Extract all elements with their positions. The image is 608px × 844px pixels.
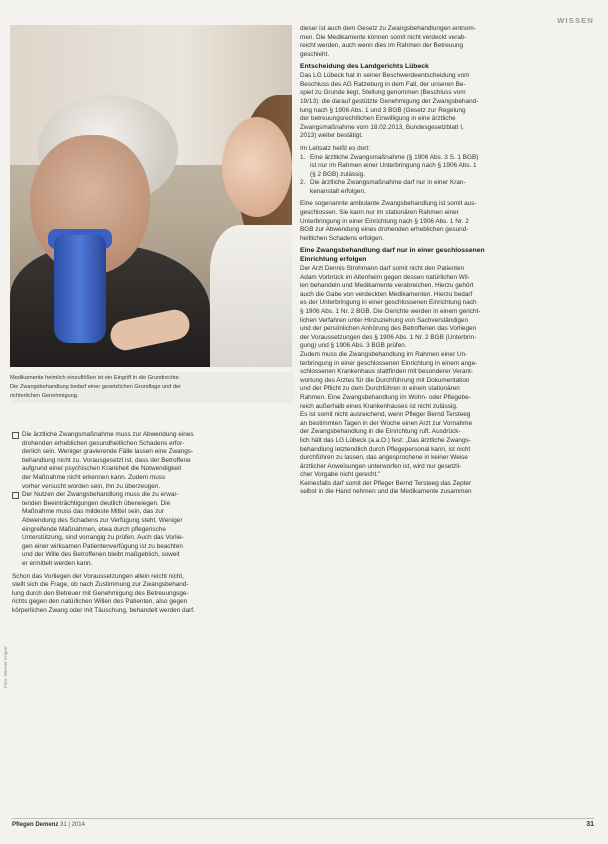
blue-drinking-cup	[54, 235, 106, 343]
caption-line: Medikamente heimlich einzuflößen ist ein Eingriff in die Grundrechte.	[10, 375, 181, 381]
photo-caption	[10, 372, 294, 403]
footer-rule	[12, 818, 594, 819]
text-line: eingreifende Maßnahmen, etwa durch pflegerische	[22, 525, 166, 533]
text-line: reicht werden, auch wenn dies im Rahmen der Betreuung	[300, 42, 464, 50]
text-line: lich hält das LG Lübeck (a.a.O.) fest: „Das ärztliche Zwangs-	[300, 436, 471, 444]
text-line: Zudem muss die Zwangsbehandlung im Rahmen einer Un-	[300, 350, 468, 358]
text-line: auch die Gabe von verdeckten Medikamenten. Hierzu bedarf	[300, 290, 473, 298]
text-line: der Maßnahme nicht erkennen kann. Zudem muss	[22, 473, 166, 481]
text-line: len behandeln und Medikamente verabreichen. Hierzu gehört	[300, 282, 474, 290]
text-line: behandlung nicht zu. Vorausgesetzt ist, dass der Betroffene	[22, 456, 191, 464]
text-line: selbst in die Hand nehmen und die Medikamente zusammen	[300, 488, 472, 496]
text-line: Unterstützung, sind vorrangig zu prüfen. Auch das Vorlie-	[22, 534, 184, 542]
text-line: ist nur im Rahmen einer Unterbringung nach § 1906 Abs. 1	[310, 162, 477, 170]
text-line: kenanstalt erfolgen.	[310, 187, 366, 195]
text-line: lung nach § 1906 Abs. 1 und 3 BGB (Gesetz zur Regelung	[300, 106, 466, 114]
section-heading: Eine Zwangsbehandlung darf nur in einer geschlossenen	[300, 247, 485, 255]
text-line: tenden Beeinträchtigungen deutlich überwiegen. Die	[22, 499, 171, 507]
text-line: Beschluss des AG Ratzeburg in dem Fall, der unseren Be-	[300, 80, 466, 88]
text-line: geschlossen. Sie kann nur im stationären Rahmen einer	[300, 209, 459, 217]
list-item	[300, 179, 590, 196]
text-line: richts gegen den natürlichen Willen des Patienten, also gegen	[12, 598, 188, 606]
text-line: dieser ist auch dem Gesetz zu Zwangsbehandlungen entnom-	[300, 25, 476, 32]
text-line: Das LG Lübeck hat in seiner Beschwerdeentscheidung vom	[300, 72, 470, 80]
text-line: Es ist somit nicht ausreichend, wenn Pfleger Bernd Tersteeg	[300, 411, 471, 419]
text-line: es der Unterbringung in einer geschlossenen Einrichtung nach	[300, 299, 477, 307]
right-column	[300, 25, 590, 497]
paragraph	[300, 265, 590, 351]
nurse-face	[222, 117, 292, 217]
text-line: Adam Vorbrück im Altenheim gegen dessen natürlichen Wil-	[300, 273, 470, 281]
text-line: Abwendung des Schadens zur Verfügung steht. Weniger	[22, 516, 183, 524]
text-line: Zwangsmaßnahme vom 18.02.2013, Bundesgesetzblatt I,	[300, 123, 464, 131]
text-line: lichen Verfahren unter Hinzuziehung von Sachverständigen	[300, 316, 469, 324]
checkbox-icon	[12, 492, 19, 499]
text-line: durchführen zu lassen, das angesprochene in keiner Weise	[300, 454, 468, 462]
list-item	[300, 154, 590, 180]
left-column	[12, 431, 294, 615]
checkbox-icon	[12, 432, 19, 439]
issue-number: 31 | 2014	[60, 822, 85, 828]
text-line: der Zwangsbehandlung in die Einrichtung ruft. Ausdrück-	[300, 428, 461, 436]
text-line: derlich sein. Weniger gravierende Fälle lassen eine Zwangs-	[22, 448, 194, 456]
text-line: und der persönlichen Anhörung des Betroffenen das Vorliegen	[300, 325, 477, 333]
text-line: Eine sogenannte ambulante Zwangsbehandlung ist somit aus-	[300, 200, 477, 208]
text-line: § 1906 Abs. 1 Nr. 2 BGB. Die Gerichte werden in einem gericht-	[300, 308, 481, 316]
paragraph	[300, 411, 590, 480]
text-line: und der Wille des Betroffenen bleibt maßgeblich, soweit	[22, 551, 180, 559]
text-line: vorher versucht worden sein, ihn zu überzeugen.	[22, 482, 161, 490]
paragraph	[300, 480, 590, 497]
text-line: 19/13): die darauf gestützte Genehmigung der Zwangsbehand-	[300, 97, 479, 105]
text-line: ärztlicher Anweisungen unterworfen ist, wird nur gesetzli-	[300, 462, 462, 470]
text-line: körperlichen Zwang oder mit Täuschung, behandelt werden darf.	[12, 606, 195, 614]
text-line: Der Arzt Dennis Strohmann darf somit nicht den Patienten	[300, 265, 465, 273]
text-line: der Voraussetzungen des § 1906 Abs. 1 Nr. 2 BGB (Unterbrin-	[300, 333, 477, 341]
text-line: Eine ärztliche Zwangsmaßnahme (§ 1906 Abs. 3 S. 1 BGB)	[310, 153, 479, 161]
page-number: 31	[586, 821, 594, 828]
article-photo	[10, 25, 292, 367]
text-line: behandlung letztendlich durch Pflegepersonal kann, ist nicht	[300, 445, 471, 453]
text-line: und der Pflicht zu dem Durchführen in einem stationären	[300, 385, 460, 393]
text-line: der betreuungsrechtlichen Einwilligung in eine ärztliche	[300, 115, 456, 123]
text-line: Rahmen. Eine Zwangsbehandlung im Wohn- oder Pflegebe-	[300, 393, 471, 401]
text-line: BGB zur Abwendung eines drohenden erheblichen gesund-	[300, 226, 469, 234]
text-line: Unterbringung in einer Einrichtung nach § 1906 Abs. 1 Nr. 2	[300, 217, 469, 225]
text-line: Der Nutzen der Zwangsbehandlung muss die zu erwar-	[22, 491, 179, 499]
paragraph	[300, 351, 590, 411]
text-line: er ermittelt werden kann.	[22, 559, 93, 567]
checklist-item	[12, 491, 294, 568]
paragraph	[300, 72, 590, 141]
text-line: stellt sich die Frage, ob nach Zustimmung zur Zwangsbehand-	[12, 581, 189, 589]
paragraph	[300, 25, 590, 59]
text-line: Schon das Vorliegen der Voraussetzungen allein reicht nicht,	[12, 572, 184, 580]
footer-publication	[12, 822, 85, 828]
caption-line: richterlichen Genehmigung.	[10, 392, 79, 399]
text-line: heitlichen Schadens erfolgen.	[300, 234, 384, 242]
photo-credit: Foto: Werner Krüper	[3, 646, 8, 688]
text-line: geschieht.	[300, 50, 330, 58]
text-line: terbringung in einer geschlossenen Einrichtung in einem ange-	[300, 359, 478, 367]
text-line: lung durch den Betreuer mit Genehmigung des Betreuungsge-	[12, 589, 189, 597]
text-line: gung) und § 1906 Abs. 3 BGB prüfen.	[300, 342, 407, 350]
paragraph	[12, 573, 294, 616]
section-heading: Entscheidung des Landgerichts Lübeck	[300, 63, 429, 71]
text-line: (§ 2 BGB) zulässig.	[310, 170, 366, 178]
text-line: Die ärztliche Zwangsmaßnahme muss zur Abwendung eines	[22, 431, 194, 438]
text-line: cher Vorgabe nicht gerecht."	[300, 471, 381, 479]
section-label: WISSEN	[557, 16, 594, 25]
caption-line: Die Zwangsbehandlung bedarf einer gesetzlichen Grundlage und der	[10, 383, 182, 390]
text-line: men. Die Medikamente können somit nicht verdeckt verab-	[300, 33, 467, 41]
list-number: 1.	[300, 153, 306, 161]
text-line: schlossenen Krankenhaus stattfinden mit besonderer Verant-	[300, 368, 474, 376]
text-line: reich außerhalb eines Krankenhauses ist nicht zulässig.	[300, 402, 458, 410]
text-line: drohenden erheblichen gesundheitlichen Schadens erfor-	[22, 439, 185, 447]
text-line: gen einer wirksamen Patientenverfügung ist zu beachten	[22, 542, 183, 550]
magazine-name: Pflegen Demenz	[12, 822, 59, 828]
paragraph	[300, 200, 590, 243]
list-intro: Im Leitsatz heißt es dort:	[300, 144, 370, 152]
nurse-uniform	[210, 225, 292, 367]
checklist-item	[12, 431, 294, 491]
list-number: 2.	[300, 179, 306, 187]
text-line: wortung des Arztes für die Durchführung mit Dokumentation	[300, 376, 470, 384]
text-line: Keinesfalls darf somit der Pfleger Bernd Tersteeg das Zepter	[300, 479, 472, 487]
text-line: Die ärztliche Zwangsmaßnahme darf nur in einer Kran-	[310, 179, 466, 187]
section-heading: Einrichtung erfolgen	[300, 256, 367, 264]
text-line: 2013) weiter bestätigt.	[300, 132, 363, 140]
text-line: spiel zu Grunde liegt, Stellung genommen (Beschluss vom	[300, 89, 466, 97]
text-line: an bestimmten Tagen in der Woche einen Arzt zur Vornahme	[300, 419, 473, 427]
text-line: aufgrund einer psychischen Krankheit die Notwendigkeit	[22, 465, 182, 473]
text-line: Maßnahme muss das mildeste Mittel sein, das zur	[22, 508, 165, 516]
